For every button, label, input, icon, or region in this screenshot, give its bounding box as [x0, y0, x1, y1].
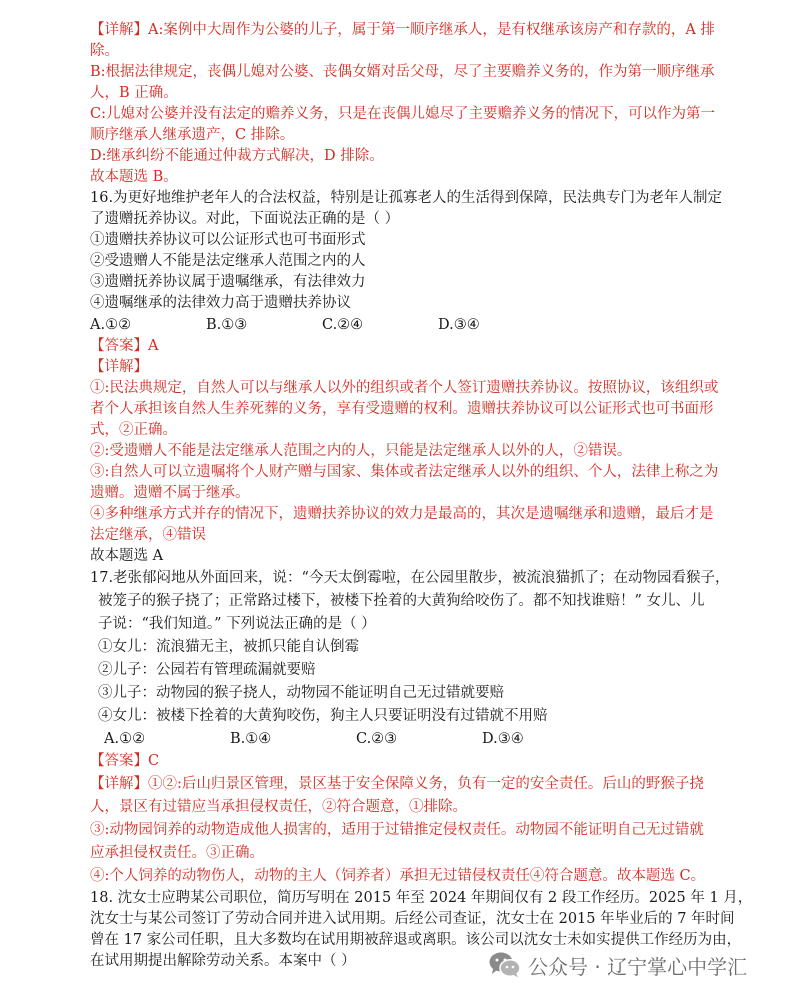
conclusion: 故本题选 A — [90, 548, 164, 564]
text-line: 【详解】A:案例中大周作为公婆的儿子，属于第一顺序继承人，是有权继承该房产和存款的，A 排 — [90, 22, 715, 38]
statement: ①女儿：流浪猫无主，被抓只能自认倒霉 — [98, 639, 359, 655]
watermark-text: 公众号 · 辽宁掌心中学汇 — [528, 954, 748, 979]
text-line: 人，景区有过错应当承担侵权责任，②符合题意，①排除。 — [90, 799, 467, 815]
text-line: ④:个人饲养的动物伤人，动物的主人（饲养者）承担无过错侵权责任④符合题意。故本题选 C。 — [90, 868, 706, 884]
answer: 【答案】A — [90, 338, 159, 354]
question-stem: 了遗赠抚养协议。对此，下面说法正确的是（ ） — [90, 211, 400, 227]
text-line: 故本题选 B。 — [90, 169, 178, 185]
text-line: C:儿媳对公婆并没有法定的赡养义务，只是在丧偶儿媳尽了主要赡养义务的情况下，可以作为第一 — [90, 106, 715, 122]
answer-options — [90, 314, 702, 336]
option-d: D.③④ — [438, 317, 480, 333]
text-line: 应承担侵权责任。③正确。 — [90, 845, 264, 861]
option-c: C.②④ — [322, 317, 364, 333]
question-stem: 曾在 17 家公司任职，且大多数均在试用期被辞退或离职。该公司以沈女士未如实提供工作经历为由， — [90, 932, 742, 948]
text-line: 【详解】 — [90, 359, 148, 375]
answer-options — [90, 728, 702, 750]
option-d: D.③④ — [482, 731, 524, 747]
question-stem: 沈女士与某公司签订了劳动合同并进入试用期。后经公司查证，沈女士在 2015 年毕业后的 7 年时间 — [90, 911, 735, 927]
text-line: 人，B 正确。 — [90, 85, 178, 101]
question-stem: 被笼子的猴子挠了；正常路过楼下，被楼下拴着的大黄狗给咬伤了。都不知找谁赔！” 女儿、儿 — [98, 593, 705, 609]
watermark — [488, 948, 747, 982]
answer: 【答案】C — [90, 753, 160, 769]
question-16 — [90, 188, 723, 567]
text-line: ③:自然人可以立遗嘱将个人财产赠与国家、集体或者法定继承人以外的组织、个人，法律上称之为 — [90, 464, 719, 480]
text-line: 法定继承，④错误 — [90, 527, 206, 543]
text-line: B:根据法律规定，丧偶儿媳对公婆、丧偶女婿对岳父母，尽了主要赡养义务的，作为第一顺序继承 — [90, 64, 715, 80]
statement: ②受遗赠人不能是法定继承人范围之内的人 — [90, 253, 366, 269]
question-stem: 在试用期提出解除劳动关系。本案中（ ） — [90, 953, 356, 969]
statement: ②儿子：公园若有管理疏漏就要赔 — [98, 662, 316, 678]
option-b: B.①④ — [230, 731, 272, 747]
statement: ③儿子：动物园的猴子挠人，动物园不能证明自己无过错就要赔 — [98, 685, 504, 701]
option-a: A.①② — [90, 317, 132, 333]
q15-explanation — [90, 20, 715, 188]
question-stem: 16.为更好地维护老年人的合法权益，特别是让孤寡老人的生活得到保障，民法典专门为老年人制定 — [90, 190, 723, 206]
text-line: ③:动物园饲养的动物造成他人损害的，适用于过错推定侵权责任。动物园不能证明自己无过错就 — [90, 822, 704, 838]
text-line: D:继承纠纷不能通过仲裁方式解决，D 排除。 — [90, 148, 384, 164]
statement: ①遗赠扶养协议可以公证形式也可书面形式 — [90, 232, 366, 248]
text-line: ④多种继承方式并存的情况下，遗赠扶养协议的效力是最高的，其次是遗嘱继承和遗赠，最后才是 — [90, 506, 714, 522]
question-17 — [90, 567, 730, 888]
option-a: A.①② — [104, 731, 146, 747]
wechat-icon — [488, 950, 522, 980]
text-line: ②:受遗赠人不能是法定继承人范围之内的人，只能是法定继承人以外的人，②错误。 — [90, 443, 632, 459]
question-stem: 17.老张郁闷地从外面回来，说：“今天太倒霉啦，在公园里散步，被流浪猫抓了；在动物园看猴子， — [90, 570, 730, 586]
q17-explanation — [90, 773, 706, 888]
question-stem: 18. 沈女士应聘某公司职位，简历写明在 2015 年至 2024 年期间仅有 2 段工作经历。2025 年 1 月， — [90, 890, 753, 906]
option-c: C.②③ — [356, 731, 398, 747]
text-line: 遗赠。遗赠不属于继承。 — [90, 485, 250, 501]
q16-explanation — [90, 357, 719, 546]
text-line: 式，②正确。 — [90, 422, 177, 438]
statement: ④遗嘱继承的法律效力高于遗赠扶养协议 — [90, 295, 351, 311]
text-line: 顺序继承人继承遗产，C 排除。 — [90, 127, 295, 143]
option-b: B.①③ — [206, 317, 248, 333]
statement: ③遗赠抚养协议属于遗嘱继承，有法律效力 — [90, 274, 366, 290]
statement: ④女儿：被楼下拴着的大黄狗咬伤，狗主人只要证明没有过错就不用赔 — [98, 708, 548, 724]
question-stem: 子说：“我们知道。” 下列说法正确的是（ ） — [98, 616, 376, 632]
text-line: 除。 — [90, 43, 119, 59]
text-line: 者个人承担该自然人生养死葬的义务，享有受遗赠的权利。遗赠扶养协议可以公证形式也可书面形 — [90, 401, 714, 417]
text-line: 【详解】①②:后山归景区管理，景区基于安全保障义务，负有一定的安全责任。后山的野猴子挠 — [90, 776, 704, 792]
text-line: ①:民法典规定，自然人可以与继承人以外的组织或者个人签订遗赠扶养协议。按照协议，该组织或 — [90, 380, 719, 396]
document-page — [90, 20, 753, 972]
